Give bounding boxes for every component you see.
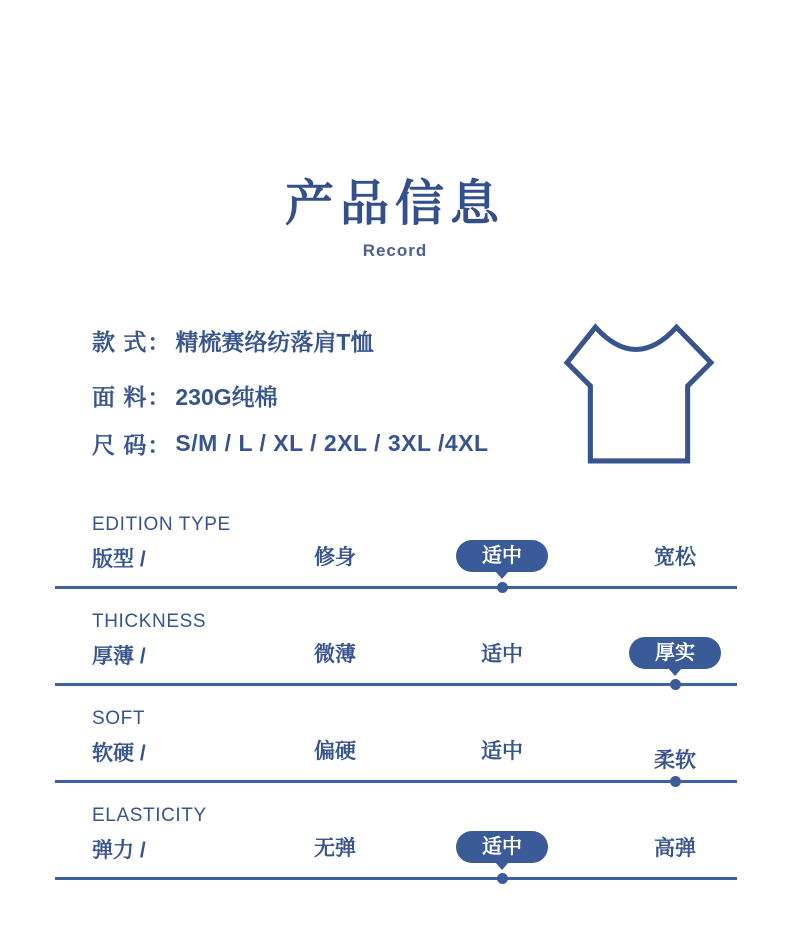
option-medium-selected-pill: 适中 — [437, 536, 567, 576]
marker-dot — [497, 873, 508, 884]
attribute-row-thickness — [55, 589, 737, 686]
option-hard: 偏硬 — [314, 740, 356, 763]
tshirt-outline-icon — [563, 313, 715, 465]
option-slim: 修身 — [314, 546, 356, 569]
header — [0, 178, 790, 261]
style-value: 精梳赛络纺落肩T恤 — [175, 328, 374, 355]
attribute-label-en: ELASTICITY — [92, 805, 207, 826]
attribute-row-elasticity — [55, 783, 737, 880]
attribute-label-en: THICKNESS — [92, 611, 207, 632]
attribute-label-cn: 软硬 / — [92, 742, 146, 765]
attribute-scales — [55, 492, 737, 880]
attribute-label-cn: 厚薄 / — [92, 645, 146, 668]
size-value: S/M / L / XL / 2XL / 3XL /4XL — [175, 429, 489, 456]
fabric-value: 230G纯棉 — [175, 383, 278, 410]
option-thick-selected-pill: 厚实 — [610, 633, 740, 673]
option-no-stretch: 无弹 — [314, 837, 356, 860]
fabric-label: 面 料： — [92, 383, 172, 410]
option-high-stretch: 高弹 — [654, 837, 696, 860]
option-soft-selected: 柔软 — [654, 749, 696, 772]
attribute-row-edition-type — [55, 492, 737, 589]
option-medium-selected-pill: 适中 — [437, 827, 567, 867]
style-label: 款 式： — [92, 328, 172, 355]
page-title: 产品信息 — [284, 177, 505, 231]
style-line — [92, 324, 373, 356]
option-medium: 适中 — [481, 643, 523, 666]
option-loose: 宽松 — [654, 546, 696, 569]
size-line — [92, 427, 489, 459]
attribute-label-en: SOFT — [92, 708, 146, 729]
attribute-label-en: EDITION TYPE — [92, 514, 231, 535]
attribute-row-soft — [55, 686, 737, 783]
size-label: 尺 码： — [92, 431, 172, 458]
option-medium: 适中 — [481, 740, 523, 763]
attribute-label-cn: 版型 / — [92, 548, 146, 571]
fabric-line — [92, 379, 278, 411]
option-thin: 微薄 — [314, 643, 356, 666]
page-subtitle: Record — [362, 240, 428, 260]
attribute-label-cn: 弹力 / — [92, 839, 146, 862]
scale-line — [55, 877, 737, 880]
